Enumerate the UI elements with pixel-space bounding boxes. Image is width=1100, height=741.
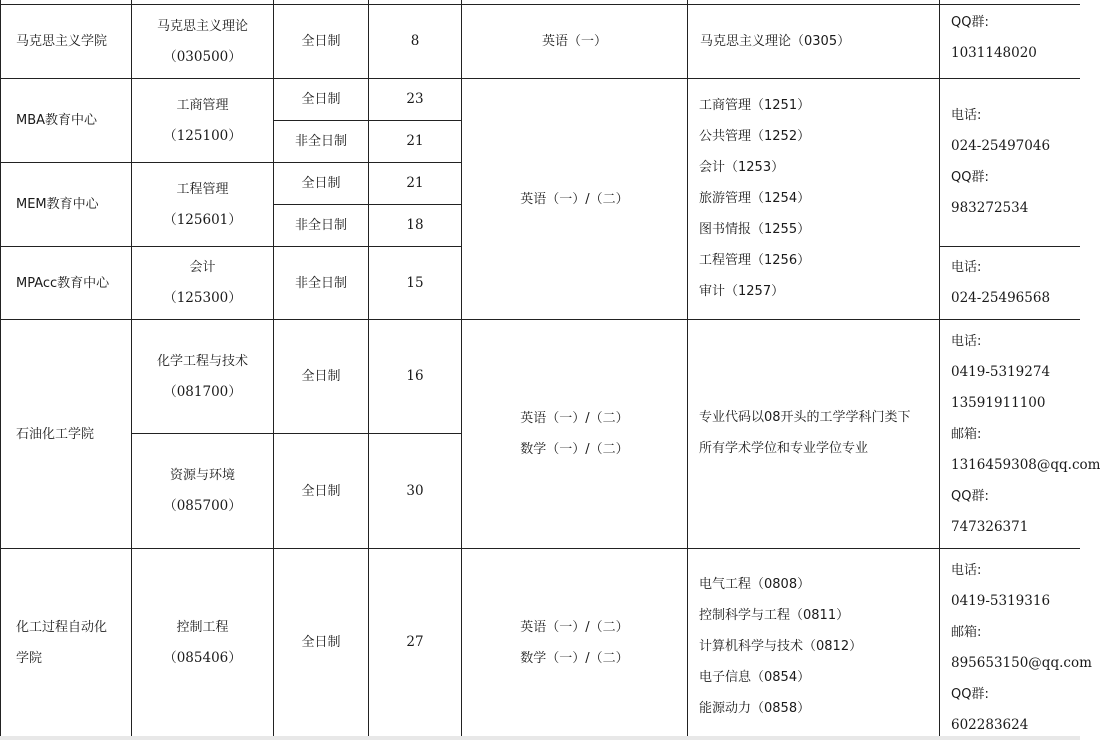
- college-name: 马克思主义学院: [16, 34, 108, 49]
- quota-cell: [369, 549, 461, 736]
- major-name: 化学工程与技术: [156, 353, 248, 369]
- contact-cell: [940, 100, 1080, 240]
- study-mode-cell: [274, 434, 368, 548]
- quota-cell: [369, 163, 461, 204]
- quota-count: 23: [406, 91, 424, 107]
- study-mode: 全日制: [301, 34, 341, 49]
- exam-cell: [688, 5, 939, 78]
- exam-subject: 马克思主义理论（0305）: [700, 34, 851, 49]
- contact-line: 024-25496568: [951, 290, 1051, 306]
- major-code: （125601）: [163, 211, 242, 228]
- study-mode-cell: [274, 5, 368, 78]
- page-bottom-edge: [0, 736, 1080, 740]
- major-name: 工程管理: [176, 181, 229, 197]
- foreign-language: 数学（一）/（二）: [520, 650, 629, 666]
- major-cell: [132, 549, 273, 736]
- foreign-language-cell: [462, 5, 687, 78]
- exam-subject: 旅游管理（1254）: [699, 191, 811, 206]
- contact-cell: [940, 252, 1080, 318]
- exam-subject: 审计（1257）: [699, 284, 785, 299]
- study-mode-cell: [274, 79, 368, 120]
- major-cell: [132, 434, 273, 548]
- study-mode: 全日制: [301, 369, 341, 384]
- exam-subject: 工程管理（1256）: [699, 253, 811, 268]
- exam-subject: 所有学术学位和专业学位专业: [699, 441, 869, 456]
- foreign-language: 英语（一）/（二）: [520, 619, 629, 635]
- foreign-language: 英语（一）/（二）: [520, 191, 629, 207]
- contact-line: QQ群:: [951, 489, 989, 504]
- study-mode-cell: [274, 549, 368, 736]
- quota-cell: [369, 434, 461, 548]
- foreign-language-cell: [462, 79, 687, 319]
- college-name: MPAcc教育中心: [16, 275, 110, 291]
- exam-subject: 会计（1253）: [699, 160, 785, 175]
- study-mode: 非全日制: [294, 275, 347, 291]
- contact-line: 024-25497046: [951, 138, 1051, 154]
- study-mode: 全日制: [301, 92, 341, 107]
- quota-cell: [369, 320, 461, 433]
- major-name: 工商管理: [176, 97, 229, 113]
- major-code: （085406）: [163, 649, 242, 666]
- study-mode-cell: [274, 247, 368, 319]
- contact-cell: [940, 5, 1080, 78]
- contact-line: 895653150@qq.com: [951, 655, 1092, 671]
- exam-subject: 图书情报（1255）: [699, 222, 811, 237]
- major-cell: [132, 5, 273, 78]
- contact-line: 电话:: [951, 334, 982, 349]
- major-cell: [132, 163, 273, 246]
- exam-cell: [688, 402, 939, 466]
- contact-line: 602283624: [951, 717, 1029, 733]
- contact-line: 电话:: [951, 260, 982, 275]
- exam-subject: 专业代码以08开头的工学学科门类下: [699, 410, 911, 425]
- exam-subject: 能源动力（0858）: [699, 701, 811, 716]
- contact-line: 电话:: [951, 108, 982, 123]
- exam-subject: 控制科学与工程（0811）: [699, 608, 850, 623]
- study-mode: 非全日制: [294, 134, 347, 149]
- contact-line: 邮箱:: [951, 427, 982, 442]
- quota-cell: [369, 79, 461, 120]
- contact-line: QQ群:: [951, 15, 989, 30]
- contact-line: 1316459308@qq.com: [951, 457, 1100, 473]
- quota-count: 21: [406, 175, 424, 191]
- exam-subject: 电子信息（0854）: [699, 670, 811, 685]
- quota-cell: [369, 205, 461, 246]
- exam-cell: [688, 569, 939, 729]
- study-mode-cell: [274, 163, 368, 204]
- college-cell: [1, 549, 131, 736]
- major-name: 会计: [189, 260, 216, 275]
- exam-subject: 工商管理（1251）: [699, 98, 811, 113]
- major-code: （125300）: [163, 290, 242, 306]
- exam-subject: 公共管理（1252）: [699, 129, 811, 144]
- major-code: （081700）: [163, 383, 242, 400]
- major-cell: [132, 320, 273, 433]
- quota-count: 16: [406, 368, 424, 384]
- quota-count: 18: [406, 217, 424, 233]
- study-mode: 全日制: [301, 483, 341, 499]
- quota-cell: [369, 121, 461, 162]
- quota-cell: [369, 5, 461, 78]
- contact-cell: [940, 555, 1092, 736]
- major-name: 控制工程: [176, 619, 229, 635]
- contact-line: 13591911100: [951, 395, 1046, 411]
- study-mode-cell: [274, 205, 368, 246]
- college-cell: [1, 5, 131, 78]
- major-code: （085700）: [163, 498, 242, 514]
- study-mode: 全日制: [301, 176, 341, 191]
- exam-subject: 计算机科学与技术（0812）: [699, 639, 863, 654]
- major-name: 资源与环境: [169, 468, 235, 483]
- contact-cell: [940, 326, 1100, 546]
- contact-line: 电话:: [951, 563, 982, 578]
- contact-line: 1031148020: [951, 45, 1037, 61]
- contact-line: 983272534: [951, 200, 1029, 216]
- contact-line: QQ群:: [951, 170, 989, 185]
- quota-count: 8: [410, 33, 420, 49]
- major-name: 马克思主义理论: [156, 18, 248, 34]
- quota-count: 30: [406, 482, 424, 499]
- major-cell: [132, 79, 273, 162]
- table-rule: [939, 246, 1080, 247]
- contact-line: 747326371: [951, 519, 1029, 535]
- foreign-language-cell: [462, 320, 687, 548]
- contact-line: 邮箱:: [951, 625, 982, 640]
- major-cell: [132, 247, 273, 319]
- study-mode-cell: [274, 320, 368, 433]
- college-name: 石油化工学院: [16, 426, 95, 442]
- college-name: 学院: [16, 650, 43, 666]
- college-name: MBA教育中心: [16, 113, 98, 128]
- quota-count: 27: [406, 634, 424, 650]
- quota-count: 15: [406, 274, 424, 291]
- college-cell: [1, 79, 131, 162]
- foreign-language-cell: [462, 549, 687, 736]
- study-mode: 非全日制: [294, 218, 347, 233]
- contact-line: 0419-5319274: [951, 364, 1051, 380]
- exam-subject: 电气工程（0808）: [699, 577, 811, 592]
- major-code: （125100）: [163, 127, 242, 144]
- college-name: MEM教育中心: [16, 197, 99, 212]
- exam-cell: [688, 90, 939, 315]
- study-mode: 全日制: [301, 635, 341, 650]
- major-code: （030500）: [163, 48, 242, 65]
- foreign-language: 英语（一）/（二）: [520, 411, 629, 426]
- foreign-language: 英语（一）: [541, 34, 607, 49]
- contact-line: QQ群:: [951, 687, 989, 702]
- quota-cell: [369, 247, 461, 319]
- college-cell: [1, 247, 131, 319]
- study-mode-cell: [274, 121, 368, 162]
- college-cell: [1, 163, 131, 246]
- quota-count: 21: [406, 133, 424, 149]
- foreign-language: 数学（一）/（二）: [520, 442, 629, 457]
- college-cell: [1, 320, 131, 548]
- college-name: 化工过程自动化: [16, 619, 108, 635]
- contact-line: 0419-5319316: [951, 593, 1051, 609]
